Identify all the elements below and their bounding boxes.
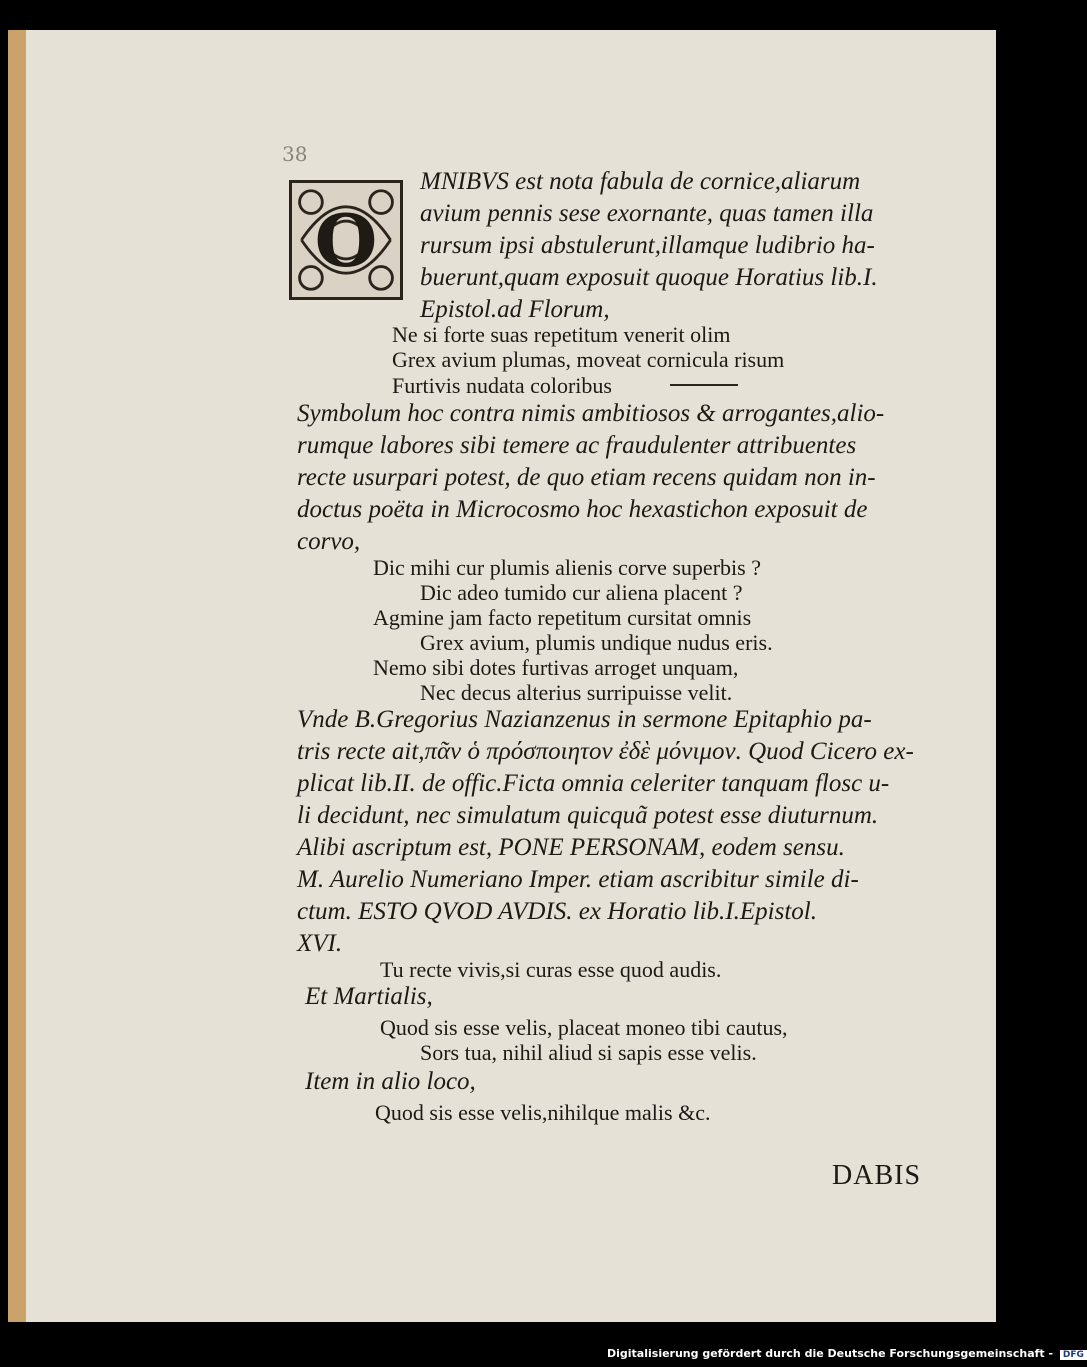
text-line: tris recte ait,πᾶν ὁ πρόσποιητον ἐδὲ μόνιμον. Quod Cicero ex- — [297, 738, 914, 765]
dfg-logo: DFG — [1060, 1350, 1087, 1360]
text-line: MNIBVS est nota fabula de cornice,aliarum — [420, 168, 861, 195]
text-line: Agmine jam facto repetitum cursitat omnis — [373, 605, 752, 630]
footer-text: Digitalisierung gefördert durch die Deutsche Forschungsgemeinschaft - — [607, 1347, 1054, 1360]
text-line: Nemo sibi dotes furtivas arroget unquam, — [373, 655, 739, 680]
initial-letter: O — [314, 197, 378, 283]
page-number: 38 — [282, 142, 308, 166]
text-line: ctum. ESTO QVOD AVDIS. ex Horatio lib.I.Epistol. — [297, 898, 817, 925]
text-line: Epistol.ad Florum, — [420, 296, 610, 323]
text-line: M. Aurelio Numeriano Imper. etiam ascribitur simile di- — [297, 866, 859, 893]
text-line: XVI. — [297, 930, 343, 957]
text-line: Tu recte vivis,si curas esse quod audis. — [380, 957, 722, 982]
text-line: Nec decus alterius surripuisse velit. — [420, 680, 733, 705]
dash-rule — [670, 384, 738, 386]
text-line: Alibi ascriptum est, PONE PERSONAM, eodem sensu. — [297, 834, 845, 861]
decorated-initial — [289, 180, 403, 300]
text-line: doctus poëta in Microcosmo hoc hexastichon exposuit de — [297, 496, 868, 523]
text-line: Symbolum hoc contra nimis ambitiosos & arrogantes,alio- — [297, 400, 885, 427]
text-line: rursum ipsi abstulerunt,illamque ludibrio ha- — [420, 232, 875, 259]
text-line: Dic mihi cur plumis alienis corve superbis ? — [373, 555, 761, 580]
text-line: corvo, — [297, 528, 361, 555]
text-line: plicat lib.II. de offic.Ficta omnia celeriter tanquam flosc u- — [297, 770, 890, 797]
text-line: Ne si forte suas repetitum venerit olim — [392, 322, 731, 347]
text-line: Grex avium, plumis undique nudus eris. — [420, 630, 773, 655]
text-line: Grex avium plumas, moveat cornicula risum — [392, 347, 785, 372]
footer-credit — [607, 1347, 1087, 1360]
text-line: Dic adeo tumido cur aliena placent ? — [420, 580, 743, 605]
text-line: rumque labores sibi temere ac fraudulenter attribuentes — [297, 432, 857, 459]
text-line: recte usurpari potest, de quo etiam recens quidam non in- — [297, 464, 876, 491]
text-line: Item in alio loco, — [305, 1068, 476, 1095]
text-line: Sors tua, nihil aliud si sapis esse velis. — [420, 1040, 757, 1065]
catchword: DABIS — [832, 1160, 922, 1191]
text-line: li decidunt, nec simulatum quicquã potest esse diuturnum. — [297, 802, 879, 829]
text-line: buerunt,quam exposuit quoque Horatius lib.I. — [420, 264, 878, 291]
text-line: Quod sis esse velis,nihilque malis &c. — [375, 1100, 711, 1125]
text-line: Quod sis esse velis, placeat moneo tibi cautus, — [380, 1015, 788, 1040]
text-line: Furtivis nudata coloribus — [392, 373, 612, 398]
text-line: Vnde B.Gregorius Nazianzenus in sermone Epitaphio pa- — [297, 706, 872, 733]
text-line: Et Martialis, — [305, 983, 433, 1010]
text-line: avium pennis sese exornante, quas tamen illa — [420, 200, 874, 227]
